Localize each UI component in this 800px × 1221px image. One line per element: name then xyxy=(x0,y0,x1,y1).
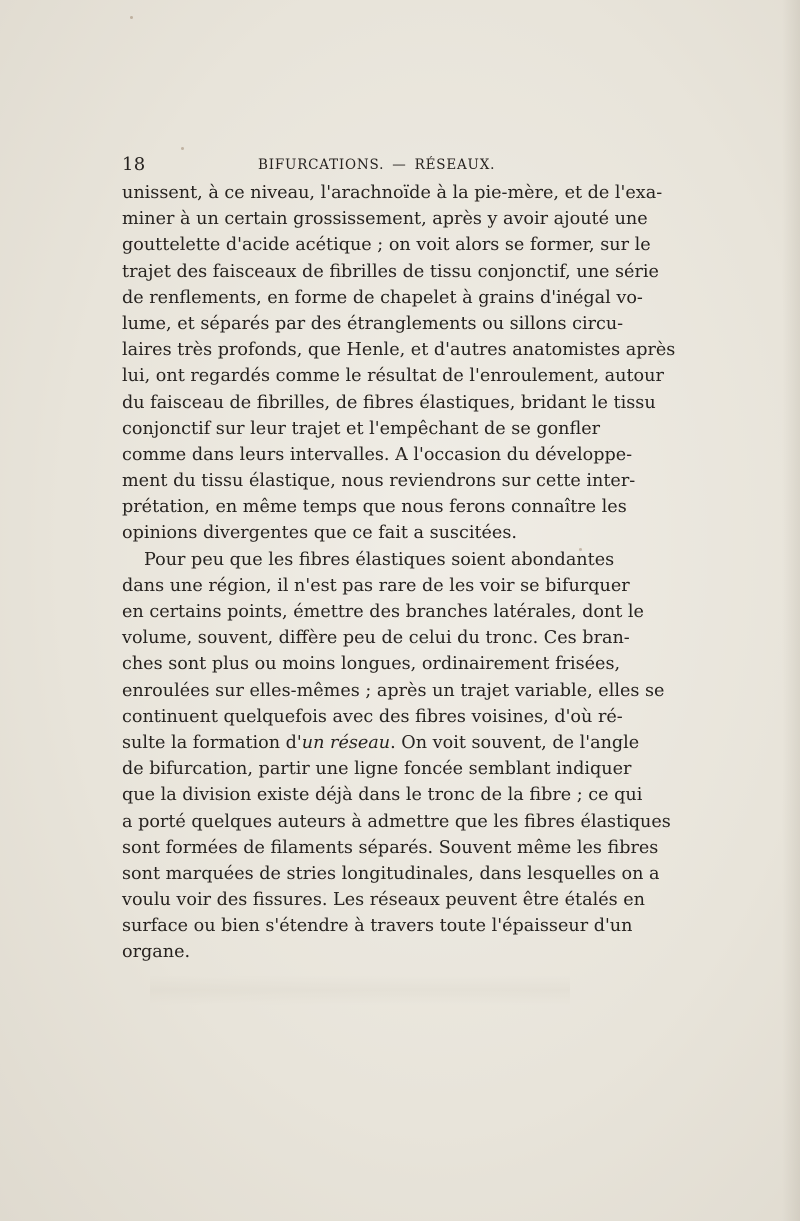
text-line: surface ou bien s'étendre à travers toute l'épaisseur d'un xyxy=(122,916,633,937)
text-line: enroulées sur elles-mêmes ; après un trajet variable, elles se xyxy=(122,680,665,701)
text-line: conjonctif sur leur trajet et l'empêchant de se gonfler xyxy=(122,418,601,439)
text-line: que la division existe déjà dans le tronc de la fibre ; ce qui xyxy=(122,785,643,806)
running-header xyxy=(122,154,587,180)
text-line: de bifurcation, partir une ligne foncée semblant indiquer xyxy=(122,759,632,780)
page-edge-shadow xyxy=(782,0,800,1221)
text-line: dans une région, il n'est pas rare de les voir se bifurquer xyxy=(122,575,630,596)
text-line: miner à un certain grossissement, après y avoir ajouté une xyxy=(122,209,648,230)
text-line: du faisceau de fibrilles, de fibres élastiques, bridant le tissu xyxy=(122,392,656,413)
text-line: a porté quelques auteurs à admettre que les fibres élastiques xyxy=(122,811,671,832)
paper-speck xyxy=(181,147,184,150)
text-line-with-italic xyxy=(122,730,640,756)
running-head-title: BIFURCATIONS. — RÉSEAUX. xyxy=(258,157,496,173)
text-line: opinions divergentes que ce fait a suscitées. xyxy=(122,523,517,544)
text-line: ment du tissu élastique, nous reviendrons sur cette inter- xyxy=(122,471,636,492)
text-line: comme dans leurs intervalles. A l'occasion du développe- xyxy=(122,444,633,465)
text-line: gouttelette d'acide acétique ; on voit alors se former, sur le xyxy=(122,235,651,256)
text-line: continuent quelquefois avec des fibres voisines, d'où ré- xyxy=(122,706,623,727)
text-line: prétation, en même temps que nous ferons connaître les xyxy=(122,497,627,518)
text-line: Pour peu que les fibres élastiques soient abondantes xyxy=(144,549,615,570)
body-text xyxy=(122,180,676,966)
show-through-bleed xyxy=(150,975,570,1005)
text-line: en certains points, émettre des branches latérales, dont le xyxy=(122,602,644,622)
text-line: ches sont plus ou moins longues, ordinairement frisées, xyxy=(122,654,621,675)
page-number: 18 xyxy=(122,154,146,175)
text-line: volume, souvent, diffère peu de celui du tronc. Ces bran- xyxy=(122,628,630,649)
paper-speck xyxy=(130,16,133,19)
text-line: trajet des faisceaux de fibrilles de tissu conjonctif, une série xyxy=(122,261,659,282)
text-line: de renflements, en forme de chapelet à grains d'inégal vo- xyxy=(122,287,643,308)
text-line: laires très profonds, que Henle, et d'autres anatomistes après xyxy=(122,340,676,361)
text-line: lume, et séparés par des étranglements ou sillons circu- xyxy=(122,313,624,334)
text-line: sont formées de filaments séparés. Souvent même les fibres xyxy=(122,837,659,858)
italic-term: un réseau xyxy=(301,732,391,753)
text-segment: sulte la formation d' xyxy=(122,732,302,753)
text-line: organe. xyxy=(122,942,191,963)
text-line: unissent, à ce niveau, l'arachnoïde à la pie-mère, et de l'exa- xyxy=(122,183,663,203)
text-line: sont marquées de stries longitudinales, dans lesquelles on a xyxy=(122,863,660,884)
text-line: voulu voir des fissures. Les réseaux peuvent être étalés en xyxy=(122,890,645,911)
text-segment: . On voit souvent, de l'angle xyxy=(390,732,640,753)
text-line: lui, ont regardés comme le résultat de l'enroulement, autour xyxy=(122,366,664,387)
